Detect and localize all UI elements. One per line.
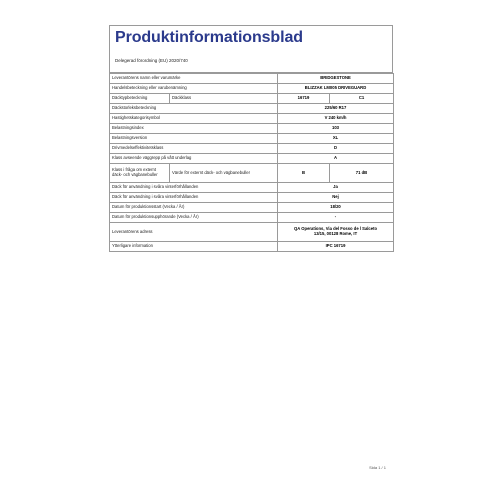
table-row (110, 134, 394, 144)
regulation-subtitle: Delegerad förordning (EU) 2020/740 (115, 58, 188, 63)
row-label: Klass i fråga om externt däck- och vägbanebuller (110, 164, 170, 183)
row-value-secondary: C1 (330, 94, 394, 104)
row-label: Hastighetskategorisymbol (110, 114, 278, 124)
table-row (110, 203, 394, 213)
row-label-secondary: Värde för externt däck- och vägbanebuller (170, 164, 278, 183)
row-label: Datum för produktionsupphörande (Vecka / År) (110, 213, 278, 223)
row-label: Leverantörens namn eller varumärke (110, 74, 278, 84)
row-value: IPC 16719 (278, 242, 394, 252)
row-value: Ja (278, 183, 394, 193)
table-row (110, 223, 394, 242)
row-label: Drivmedelseffektivitetsklass (110, 144, 278, 154)
row-label: Belastningsversion (110, 134, 278, 144)
table-row (110, 144, 394, 154)
row-label: Däck för användning i svåra vinterförhållanden (110, 193, 278, 203)
row-value: B (278, 164, 330, 183)
table-row (110, 193, 394, 203)
table-row (110, 94, 394, 104)
row-label: Ytterligare information (110, 242, 278, 252)
row-label: Däckstorleksbeteckning (110, 104, 278, 114)
row-label: Belastningsindex (110, 124, 278, 134)
table-row (110, 104, 394, 114)
table-row (110, 74, 394, 84)
table-row (110, 213, 394, 223)
product-information-sheet (109, 25, 393, 252)
row-value: BLIZZAK LM005 DRIVEGUARD (278, 84, 394, 94)
row-value: Nej (278, 193, 394, 203)
row-label: Däck för användning i svåra vinterförhållanden (110, 183, 278, 193)
row-label-secondary: Däckklass (170, 94, 278, 104)
row-value: BRIDGESTONE (278, 74, 394, 84)
table-row (110, 154, 394, 164)
page-title: Produktinformationsblad (115, 29, 303, 46)
row-value: - (278, 213, 394, 223)
page-number: Sida 1 / 1 (369, 465, 386, 470)
table-row (110, 114, 394, 124)
table-row (110, 242, 394, 252)
row-value: V 240 km/h (278, 114, 394, 124)
table-row (110, 183, 394, 193)
row-value: 16719 (278, 94, 330, 104)
row-value: A (278, 154, 394, 164)
row-value: 103 (278, 124, 394, 134)
row-value: XL (278, 134, 394, 144)
row-label: Handelsbeteckning eller varubenämning (110, 84, 278, 94)
supplier-address: QA Operations, Via del Fosso de l Salceto 13/15, 00128 Rome, IT (278, 223, 394, 242)
row-label: Datum för produktionsstart (Vecka / År) (110, 203, 278, 213)
row-value: D (278, 144, 394, 154)
sheet-header (109, 25, 393, 73)
table-row (110, 84, 394, 94)
row-value: 225/60 R17 (278, 104, 394, 114)
row-label: Leverantörens adress (110, 223, 278, 242)
product-info-table (109, 73, 394, 252)
table-row (110, 164, 394, 183)
row-label: Däcktypbeteckning (110, 94, 170, 104)
table-row (110, 124, 394, 134)
row-label: Klass avseende väggrepp på vått underlag (110, 154, 278, 164)
row-value: 18/20 (278, 203, 394, 213)
row-value-secondary: 71 dB (330, 164, 394, 183)
